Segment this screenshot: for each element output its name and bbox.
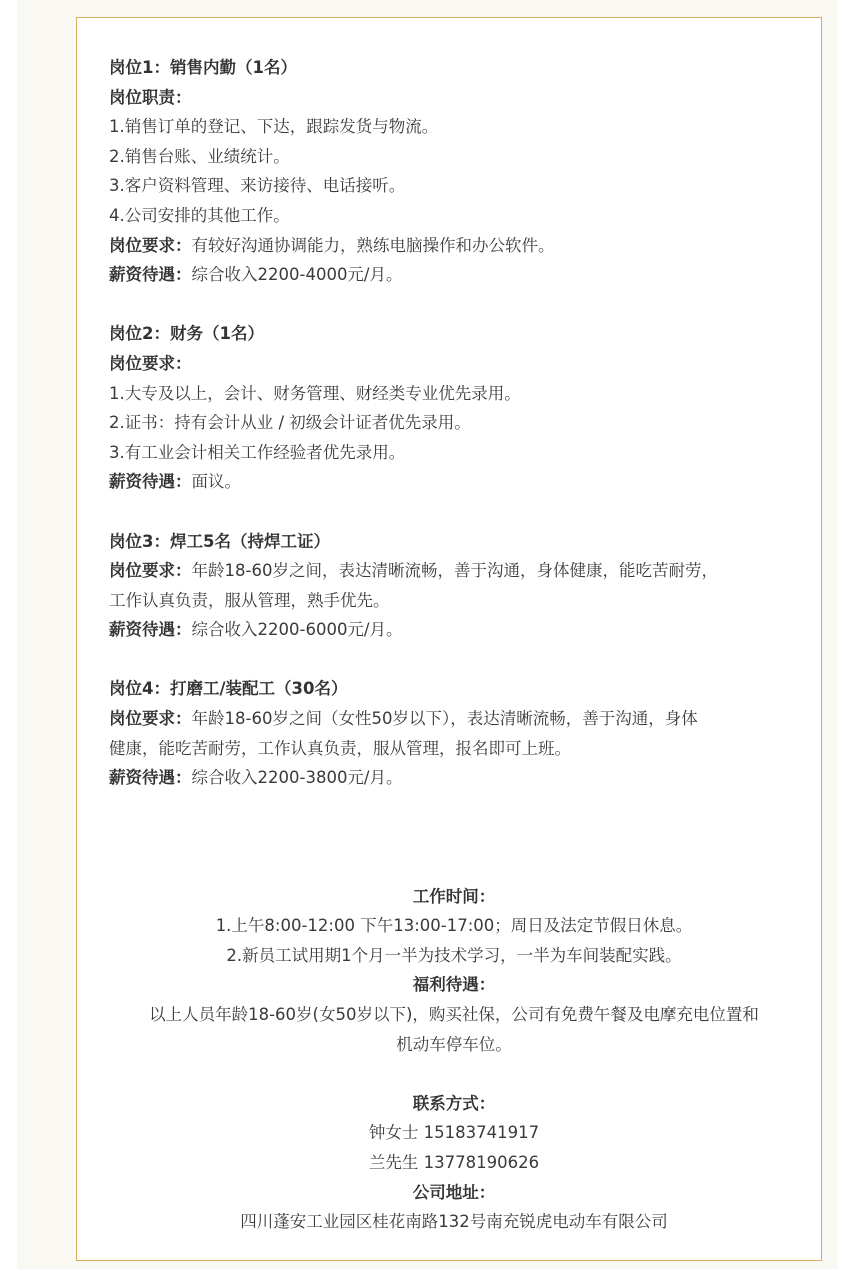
requirements-text: 年龄18-60岁之间（女性50岁以下），表达清晰流畅，善于沟通，身体 [191,709,698,729]
duty-item: 3.客户资料管理、来访接待、电话接听。 [109,176,406,196]
work-time-line: 1.上午8:00-12:00 下午13:00-17:00；周日及法定节假日休息。 [215,916,693,936]
position-title: 岗位3：焊工5名（持焊工证） [109,531,330,551]
salary-text: 面议。 [191,472,241,492]
salary-text: 综合收入2200-3800元/月。 [191,768,403,788]
requirement-item: 1.大专及以上，会计、财务管理、财经类专业优先录用。 [109,383,521,403]
duty-item: 4.公司安排的其他工作。 [109,205,290,225]
page-background [17,0,838,1269]
duties-label: 岗位职责： [109,87,192,107]
position-4 [109,674,799,792]
position-3 [109,527,799,645]
work-time-label: 工作时间： [412,886,496,906]
requirement-item: 2.证书：持有会计从业 / 初级会计证者优先录用。 [109,413,471,433]
requirements-text: 有较好沟通协调能力，熟练电脑操作和办公软件。 [191,235,555,255]
requirements-label: 岗位要求： [109,235,192,255]
salary-text: 综合收入2200-6000元/月。 [191,620,403,640]
requirements-label: 岗位要求： [109,561,192,581]
duty-item: 2.销售台账、业绩统计。 [109,146,290,166]
salary-label: 薪资待遇： [109,620,192,640]
position-title: 岗位4：打磨工/装配工（30名） [109,679,348,699]
requirement-item: 3.有工业会计相关工作经验者优先录用。 [109,442,406,462]
work-time-section [109,882,799,971]
requirements-label: 岗位要求： [109,709,192,729]
requirements-text: 年龄18-60岁之间，表达清晰流畅，善于沟通，身体健康，能吃苦耐劳， [191,561,718,581]
job-posting-card [76,17,822,1261]
contact-section [109,1089,799,1178]
work-time-line: 2.新员工试用期1个月一半为技术学习，一半为车间装配实践。 [226,945,682,965]
requirements-text-continued: 健康，能吃苦耐劳，工作认真负责，服从管理，报名即可上班。 [109,738,571,758]
salary-label: 薪资待遇： [109,265,192,285]
position-title: 岗位2：财务（1名） [109,324,264,344]
benefits-line: 以上人员年龄18-60岁(女50岁以下)，购买社保，公司有免费午餐及电摩充电位置和 [149,1005,759,1024]
salary-text: 综合收入2200-4000元/月。 [191,265,403,285]
contact-person: 兰先生 13778190626 [368,1152,540,1172]
duty-item: 1.销售订单的登记、下达，跟踪发货与物流。 [109,117,439,137]
salary-label: 薪资待遇： [109,768,192,788]
salary-label: 薪资待遇： [109,472,192,492]
benefits-section [109,970,799,1059]
contact-label: 联系方式： [412,1093,496,1113]
benefits-line: 机动车停车位。 [396,1034,512,1054]
contact-person: 钟女士 15183741917 [368,1123,540,1143]
address-label: 公司地址： [412,1182,496,1202]
requirements-label: 岗位要求： [109,353,192,373]
address-section [109,1178,799,1237]
requirements-text-continued: 工作认真负责，服从管理，熟手优先。 [109,590,390,610]
address-text: 四川蓬安工业园区桂花南路132号南充锐虎电动车有限公司 [240,1212,668,1232]
benefits-label: 福利待遇： [412,975,496,995]
job-posting-content [109,53,799,1237]
position-title: 岗位1：销售内勤（1名） [109,58,297,77]
position-1 [109,53,799,290]
position-2 [109,319,799,497]
